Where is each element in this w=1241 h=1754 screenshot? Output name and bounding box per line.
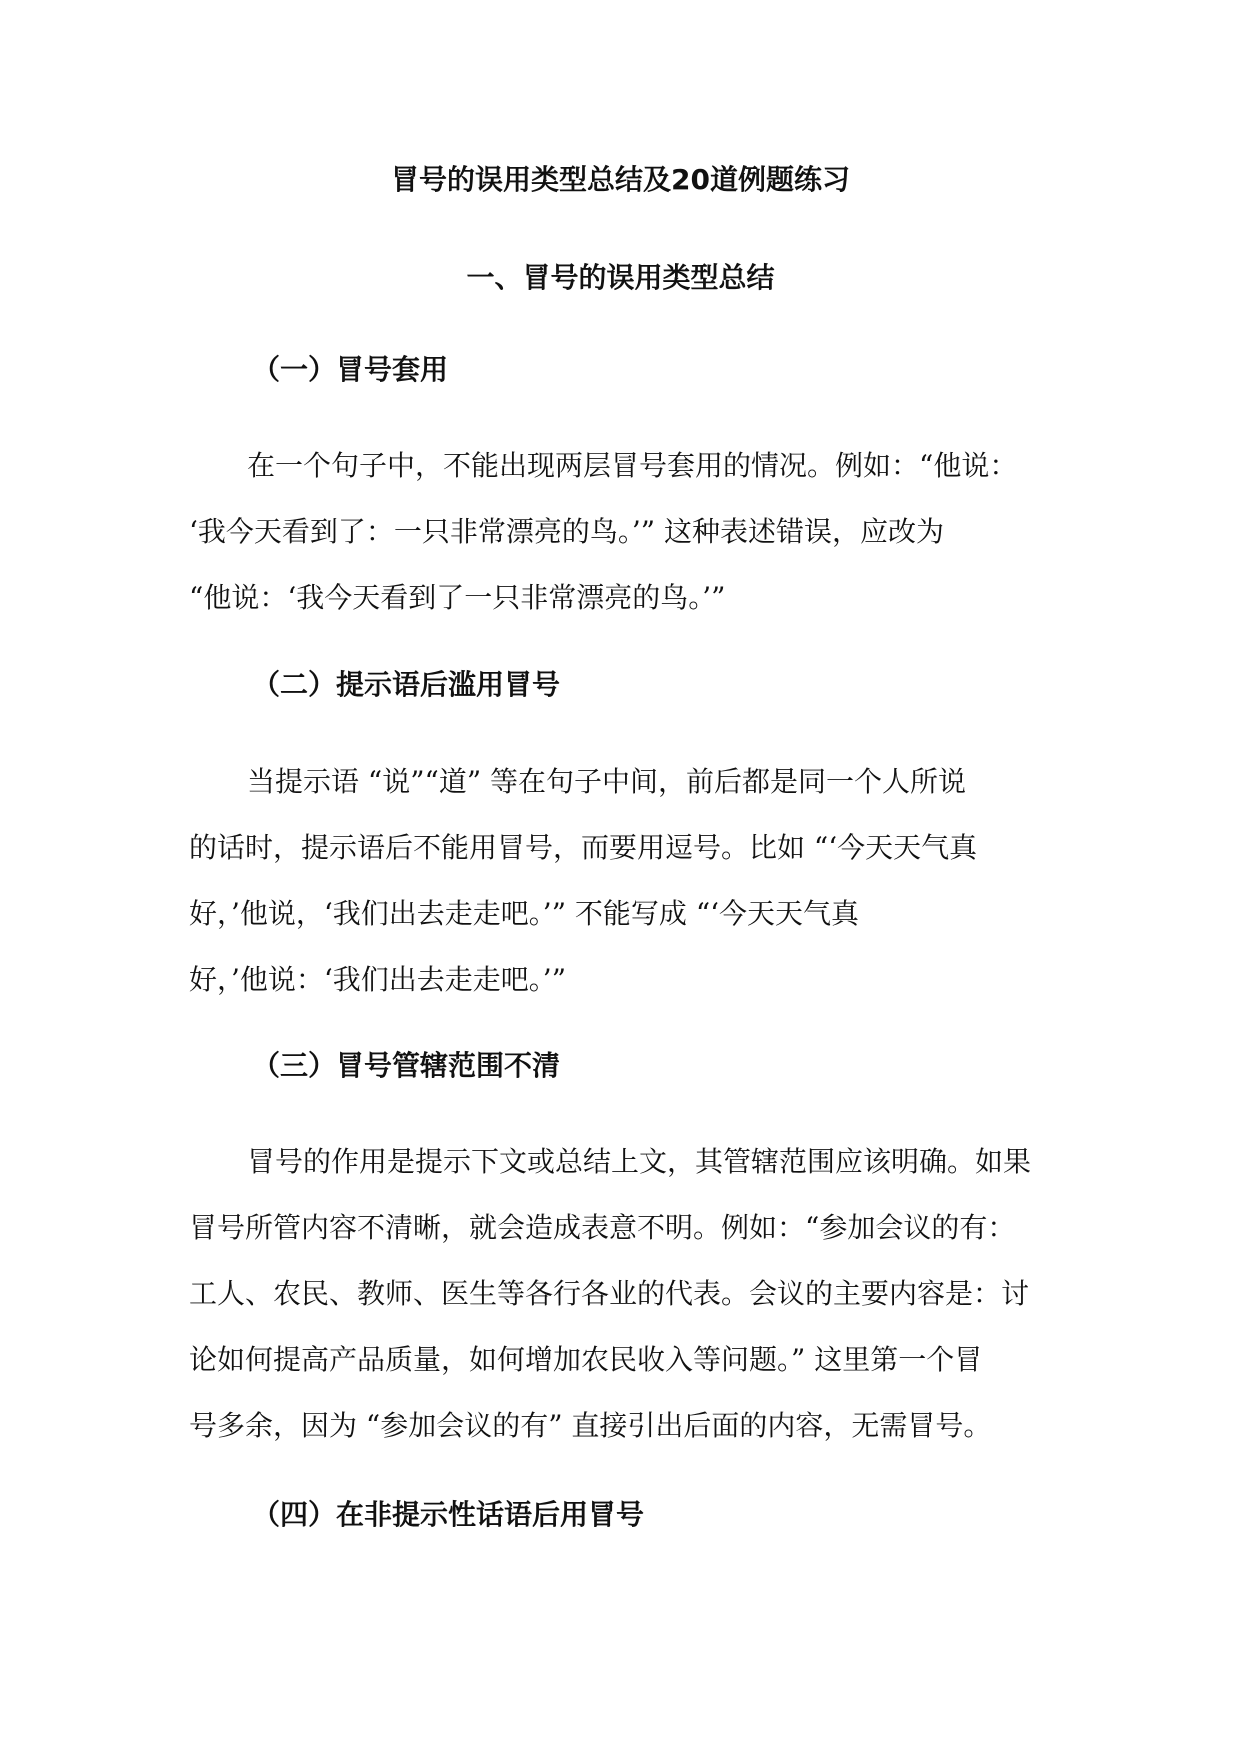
paragraph-line: 在一个句子中，不能出现两层冒号套用的情况。例如：“他说： (247, 449, 1018, 482)
paragraph-line: 好，’他说：‘我们出去走走吧。’” (189, 963, 567, 996)
paragraph-line: 冒号的作用是提示下文或总结上文，其管辖范围应该明确。如果 (247, 1145, 1032, 1178)
subsection-heading: （一）冒号套用 (252, 353, 449, 386)
paragraph-line: 当提示语 “说”“道” 等在句子中间，前后都是同一个人所说 (247, 765, 967, 798)
paragraph (189, 1139, 1069, 1469)
paragraph-line: ‘我今天看到了：一只非常漂亮的鸟。’” 这种表述错误，应改为 (189, 515, 945, 548)
subsection-heading: （二）提示语后滥用冒号 (252, 668, 561, 701)
paragraph-line: “他说：‘我今天看到了一只非常漂亮的鸟。’” (189, 581, 726, 614)
paragraph (189, 759, 1069, 1023)
paragraph-line: 号多余，因为 “参加会议的有” 直接引出后面的内容，无需冒号。 (189, 1409, 992, 1442)
paragraph-line: 工人、农民、教师、医生等各行各业的代表。会议的主要内容是：讨 (189, 1277, 1030, 1310)
document-title: 冒号的误用类型总结及20道例题练习 (391, 163, 850, 196)
paragraph-line: 好，’他说，‘我们出去走走吧。’” 不能写成 “‘今天天气真 (189, 897, 860, 930)
paragraph-line: 冒号所管内容不清晰，就会造成表意不明。例如：“参加会议的有： (189, 1211, 1016, 1244)
subsection-heading: （三）冒号管辖范围不清 (252, 1049, 561, 1082)
subsection-heading: （四）在非提示性话语后用冒号 (252, 1498, 645, 1531)
paragraph-line: 的话时，提示语后不能用冒号，而要用逗号。比如 “‘今天天气真 (189, 831, 978, 864)
paragraph-line: 论如何提高产品质量，如何增加农民收入等问题。” 这里第一个冒 (189, 1343, 983, 1376)
section-title: 一、冒号的误用类型总结 (466, 261, 775, 294)
paragraph (189, 443, 1069, 641)
